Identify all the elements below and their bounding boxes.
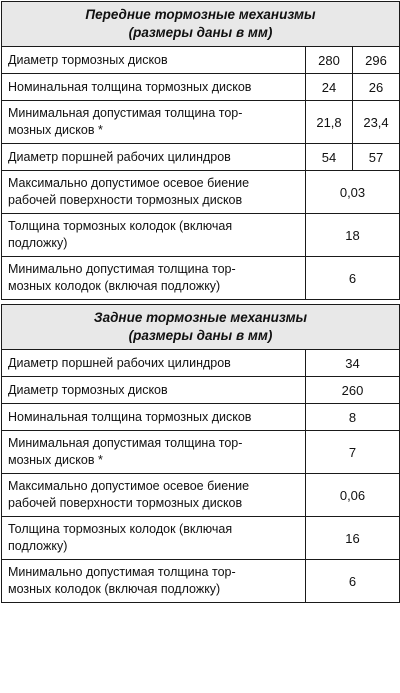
row-value-col2: 23,4 (353, 101, 400, 144)
row-value: 0,03 (306, 171, 400, 214)
row-label: Минимальная допустимая толщина тор- мозных дисков * (2, 431, 306, 474)
front-section-title (2, 2, 400, 47)
row-label: Толщина тормозных колодок (включая подложку) (2, 517, 306, 560)
row-value-col1: 24 (306, 74, 353, 101)
brake-spec-table (1, 1, 400, 603)
front-title-line2: (размеры даны в мм) (128, 25, 273, 40)
row-value: 34 (306, 350, 400, 377)
table-row (2, 431, 400, 474)
row-label: Диаметр поршней рабочих цилиндров (2, 350, 306, 377)
row-value: 0,06 (306, 474, 400, 517)
table-row (2, 171, 400, 214)
row-label: Диаметр тормозных дисков (2, 377, 306, 404)
table-row (2, 144, 400, 171)
row-value: 8 (306, 404, 400, 431)
row-label: Диаметр поршней рабочих цилиндров (2, 144, 306, 171)
row-label: Толщина тормозных колодок (включая подложку) (2, 214, 306, 257)
rear-section-title (2, 305, 400, 350)
table-row (2, 517, 400, 560)
table-row (2, 101, 400, 144)
row-label: Максимально допустимое осевое биение рабочей поверхности тормозных дисков (2, 474, 306, 517)
row-label: Минимально допустимая толщина тор- мозных колодок (включая подложку) (2, 560, 306, 603)
table-row (2, 257, 400, 300)
row-label: Номинальная толщина тормозных дисков (2, 404, 306, 431)
row-label: Диаметр тормозных дисков (2, 47, 306, 74)
table-row (2, 350, 400, 377)
row-value-col1: 21,8 (306, 101, 353, 144)
table-row (2, 560, 400, 603)
row-value-col2: 57 (353, 144, 400, 171)
table-row (2, 404, 400, 431)
row-value: 7 (306, 431, 400, 474)
table-row (2, 474, 400, 517)
front-section-header (2, 2, 400, 47)
row-value: 6 (306, 257, 400, 300)
rear-section-header (2, 305, 400, 350)
table-row (2, 377, 400, 404)
row-label: Номинальная толщина тормозных дисков (2, 74, 306, 101)
row-label: Минимальная допустимая толщина тор- мозных дисков * (2, 101, 306, 144)
row-value-col2: 26 (353, 74, 400, 101)
row-value: 6 (306, 560, 400, 603)
table-row (2, 47, 400, 74)
table-row (2, 74, 400, 101)
row-value: 18 (306, 214, 400, 257)
rear-title-line1: Задние тормозные механизмы (93, 310, 308, 325)
front-title-line1: Передние тормозные механизмы (85, 7, 316, 22)
row-value-col1: 280 (306, 47, 353, 74)
row-label: Максимально допустимое осевое биение рабочей поверхности тормозных дисков (2, 171, 306, 214)
table-row (2, 214, 400, 257)
rear-title-line2: (размеры даны в мм) (128, 328, 273, 343)
row-value: 260 (306, 377, 400, 404)
row-label: Минимально допустимая толщина тор- мозных колодок (включая подложку) (2, 257, 306, 300)
row-value-col2: 296 (353, 47, 400, 74)
row-value-col1: 54 (306, 144, 353, 171)
row-value: 16 (306, 517, 400, 560)
